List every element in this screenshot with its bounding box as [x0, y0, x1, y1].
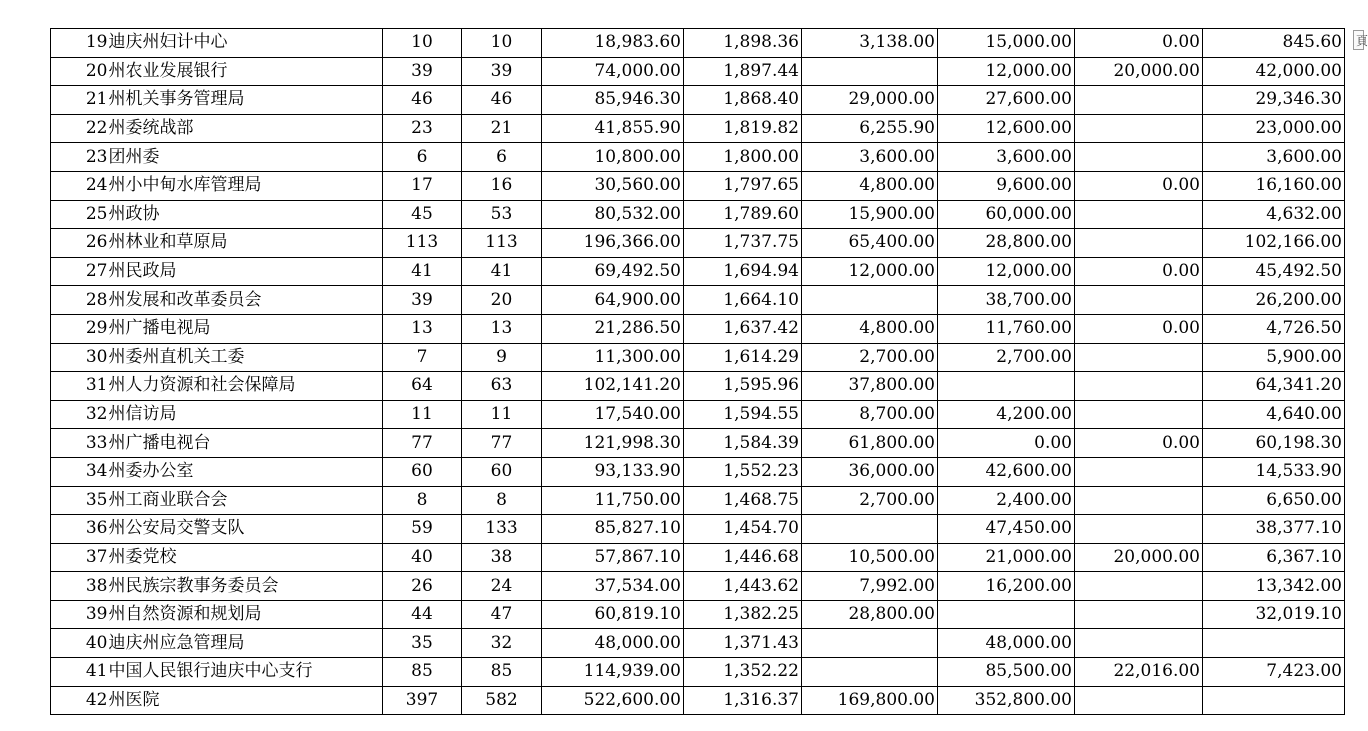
amount-d-cell: 85,500.00	[938, 658, 1075, 687]
amount-total-cell: 11,300.00	[542, 343, 684, 372]
count-a-cell: 113	[383, 229, 462, 258]
count-b-cell: 21	[462, 114, 542, 143]
amount-per-capita-cell: 1,352.22	[684, 658, 802, 687]
count-a-cell: 13	[383, 314, 462, 343]
table-row	[51, 314, 1345, 343]
table-row	[51, 229, 1345, 258]
amount-e-cell	[1075, 229, 1203, 258]
amount-per-capita-cell: 1,584.39	[684, 429, 802, 458]
amount-total-cell: 102,141.20	[542, 372, 684, 401]
amount-e-cell	[1075, 515, 1203, 544]
amount-per-capita-cell: 1,316.37	[684, 686, 802, 715]
amount-d-cell: 12,000.00	[938, 257, 1075, 286]
amount-f-cell: 45,492.50	[1203, 257, 1345, 286]
amount-d-cell: 60,000.00	[938, 200, 1075, 229]
count-a-cell: 17	[383, 171, 462, 200]
unit-name-cell: 州工商业联合会	[109, 486, 383, 515]
amount-c-cell: 8,700.00	[802, 400, 938, 429]
amount-d-cell: 2,700.00	[938, 343, 1075, 372]
count-b-cell: 11	[462, 400, 542, 429]
amount-c-cell	[802, 57, 938, 86]
amount-f-cell	[1203, 629, 1345, 658]
unit-name-cell: 州人力资源和社会保障局	[109, 372, 383, 401]
count-b-cell: 41	[462, 257, 542, 286]
count-b-cell: 6	[462, 143, 542, 172]
row-index-cell: 34	[51, 457, 109, 486]
amount-per-capita-cell: 1,446.68	[684, 543, 802, 572]
unit-name-cell: 州民族宗教事务委员会	[109, 572, 383, 601]
table-row	[51, 171, 1345, 200]
count-b-cell: 8	[462, 486, 542, 515]
amount-d-cell: 42,600.00	[938, 457, 1075, 486]
amount-d-cell: 12,600.00	[938, 114, 1075, 143]
amount-f-cell: 23,000.00	[1203, 114, 1345, 143]
row-index-cell: 25	[51, 200, 109, 229]
amount-e-cell	[1075, 200, 1203, 229]
amount-per-capita-cell: 1,897.44	[684, 57, 802, 86]
count-b-cell: 47	[462, 600, 542, 629]
amount-c-cell: 169,800.00	[802, 686, 938, 715]
unit-name-cell: 州公安局交警支队	[109, 515, 383, 544]
amount-e-cell	[1075, 486, 1203, 515]
amount-c-cell: 36,000.00	[802, 457, 938, 486]
amount-d-cell	[938, 372, 1075, 401]
amount-e-cell: 22,016.00	[1075, 658, 1203, 687]
amount-per-capita-cell: 1,800.00	[684, 143, 802, 172]
page-edge-tab[interactable]: 頁	[1353, 30, 1364, 50]
row-index-cell: 27	[51, 257, 109, 286]
table-row	[51, 515, 1345, 544]
unit-name-cell: 州民政局	[109, 257, 383, 286]
count-b-cell: 24	[462, 572, 542, 601]
amount-f-cell: 4,632.00	[1203, 200, 1345, 229]
amount-c-cell: 28,800.00	[802, 600, 938, 629]
table-row	[51, 658, 1345, 687]
unit-name-cell: 迪庆州妇计中心	[109, 29, 383, 58]
amount-d-cell: 47,450.00	[938, 515, 1075, 544]
count-b-cell: 85	[462, 658, 542, 687]
row-index-cell: 19	[51, 29, 109, 58]
unit-name-cell: 州农业发展银行	[109, 57, 383, 86]
amount-per-capita-cell: 1,868.40	[684, 86, 802, 115]
table-row	[51, 114, 1345, 143]
amount-per-capita-cell: 1,594.55	[684, 400, 802, 429]
amount-per-capita-cell: 1,468.75	[684, 486, 802, 515]
amount-e-cell: 0.00	[1075, 314, 1203, 343]
row-index-cell: 21	[51, 86, 109, 115]
amount-total-cell: 80,532.00	[542, 200, 684, 229]
amount-f-cell: 6,367.10	[1203, 543, 1345, 572]
count-b-cell: 582	[462, 686, 542, 715]
count-a-cell: 59	[383, 515, 462, 544]
unit-name-cell: 州广播电视局	[109, 314, 383, 343]
row-index-cell: 36	[51, 515, 109, 544]
row-index-cell: 37	[51, 543, 109, 572]
amount-c-cell	[802, 286, 938, 315]
table-row	[51, 372, 1345, 401]
amount-per-capita-cell: 1,382.25	[684, 600, 802, 629]
amount-c-cell: 29,000.00	[802, 86, 938, 115]
amount-d-cell: 2,400.00	[938, 486, 1075, 515]
count-a-cell: 23	[383, 114, 462, 143]
amount-total-cell: 18,983.60	[542, 29, 684, 58]
count-a-cell: 40	[383, 543, 462, 572]
amount-c-cell: 15,900.00	[802, 200, 938, 229]
amount-e-cell	[1075, 686, 1203, 715]
amount-e-cell: 0.00	[1075, 429, 1203, 458]
amount-e-cell	[1075, 600, 1203, 629]
unit-name-cell: 州发展和改革委员会	[109, 286, 383, 315]
amount-e-cell: 20,000.00	[1075, 57, 1203, 86]
amount-e-cell	[1075, 372, 1203, 401]
amount-f-cell: 4,640.00	[1203, 400, 1345, 429]
amount-e-cell	[1075, 86, 1203, 115]
table-row	[51, 543, 1345, 572]
row-index-cell: 41	[51, 658, 109, 687]
amount-total-cell: 10,800.00	[542, 143, 684, 172]
amount-f-cell: 14,533.90	[1203, 457, 1345, 486]
table-row	[51, 429, 1345, 458]
amount-e-cell	[1075, 114, 1203, 143]
amount-d-cell: 21,000.00	[938, 543, 1075, 572]
amount-f-cell: 38,377.10	[1203, 515, 1345, 544]
amount-c-cell	[802, 658, 938, 687]
amount-c-cell: 37,800.00	[802, 372, 938, 401]
count-a-cell: 41	[383, 257, 462, 286]
amount-total-cell: 30,560.00	[542, 171, 684, 200]
count-b-cell: 53	[462, 200, 542, 229]
amount-d-cell: 27,600.00	[938, 86, 1075, 115]
table-row	[51, 343, 1345, 372]
count-b-cell: 9	[462, 343, 542, 372]
amount-f-cell: 6,650.00	[1203, 486, 1345, 515]
table-row	[51, 486, 1345, 515]
amount-per-capita-cell: 1,637.42	[684, 314, 802, 343]
table-row	[51, 143, 1345, 172]
unit-name-cell: 州医院	[109, 686, 383, 715]
table-row	[51, 457, 1345, 486]
amount-f-cell	[1203, 686, 1345, 715]
row-index-cell: 42	[51, 686, 109, 715]
row-index-cell: 39	[51, 600, 109, 629]
amount-per-capita-cell: 1,664.10	[684, 286, 802, 315]
amount-c-cell: 4,800.00	[802, 171, 938, 200]
amount-f-cell: 5,900.00	[1203, 343, 1345, 372]
amount-total-cell: 57,867.10	[542, 543, 684, 572]
amount-f-cell: 64,341.20	[1203, 372, 1345, 401]
unit-name-cell: 州机关事务管理局	[109, 86, 383, 115]
amount-per-capita-cell: 1,898.36	[684, 29, 802, 58]
count-b-cell: 113	[462, 229, 542, 258]
amount-d-cell: 48,000.00	[938, 629, 1075, 658]
unit-name-cell: 州委党校	[109, 543, 383, 572]
amount-total-cell: 85,946.30	[542, 86, 684, 115]
amount-c-cell: 61,800.00	[802, 429, 938, 458]
amount-per-capita-cell: 1,454.70	[684, 515, 802, 544]
amount-c-cell: 65,400.00	[802, 229, 938, 258]
unit-name-cell: 州信访局	[109, 400, 383, 429]
amount-d-cell: 352,800.00	[938, 686, 1075, 715]
row-index-cell: 20	[51, 57, 109, 86]
amount-e-cell: 0.00	[1075, 171, 1203, 200]
amount-d-cell: 9,600.00	[938, 171, 1075, 200]
table-row	[51, 572, 1345, 601]
unit-name-cell: 州林业和草原局	[109, 229, 383, 258]
row-index-cell: 23	[51, 143, 109, 172]
amount-per-capita-cell: 1,819.82	[684, 114, 802, 143]
count-a-cell: 6	[383, 143, 462, 172]
amount-f-cell: 3,600.00	[1203, 143, 1345, 172]
unit-name-cell: 州广播电视台	[109, 429, 383, 458]
count-a-cell: 45	[383, 200, 462, 229]
amount-f-cell: 4,726.50	[1203, 314, 1345, 343]
amount-e-cell	[1075, 400, 1203, 429]
count-a-cell: 46	[383, 86, 462, 115]
amount-c-cell: 7,992.00	[802, 572, 938, 601]
row-index-cell: 24	[51, 171, 109, 200]
row-index-cell: 26	[51, 229, 109, 258]
data-table	[50, 28, 1345, 715]
amount-e-cell	[1075, 343, 1203, 372]
amount-total-cell: 11,750.00	[542, 486, 684, 515]
row-index-cell: 28	[51, 286, 109, 315]
amount-d-cell: 11,760.00	[938, 314, 1075, 343]
row-index-cell: 30	[51, 343, 109, 372]
amount-total-cell: 114,939.00	[542, 658, 684, 687]
amount-per-capita-cell: 1,797.65	[684, 171, 802, 200]
count-a-cell: 8	[383, 486, 462, 515]
amount-d-cell: 12,000.00	[938, 57, 1075, 86]
amount-per-capita-cell: 1,789.60	[684, 200, 802, 229]
table-row	[51, 29, 1345, 58]
count-a-cell: 77	[383, 429, 462, 458]
amount-e-cell: 0.00	[1075, 257, 1203, 286]
count-a-cell: 39	[383, 286, 462, 315]
amount-c-cell: 12,000.00	[802, 257, 938, 286]
amount-per-capita-cell: 1,694.94	[684, 257, 802, 286]
unit-name-cell: 州委统战部	[109, 114, 383, 143]
amount-d-cell	[938, 600, 1075, 629]
amount-per-capita-cell: 1,443.62	[684, 572, 802, 601]
count-a-cell: 60	[383, 457, 462, 486]
count-a-cell: 64	[383, 372, 462, 401]
amount-total-cell: 64,900.00	[542, 286, 684, 315]
amount-c-cell	[802, 629, 938, 658]
table-row	[51, 86, 1345, 115]
count-a-cell: 11	[383, 400, 462, 429]
amount-f-cell: 29,346.30	[1203, 86, 1345, 115]
unit-name-cell: 州委办公室	[109, 457, 383, 486]
unit-name-cell: 州自然资源和规划局	[109, 600, 383, 629]
amount-per-capita-cell: 1,595.96	[684, 372, 802, 401]
table-body	[51, 29, 1345, 715]
amount-c-cell	[802, 515, 938, 544]
amount-d-cell: 28,800.00	[938, 229, 1075, 258]
count-a-cell: 7	[383, 343, 462, 372]
count-b-cell: 63	[462, 372, 542, 401]
table-row	[51, 286, 1345, 315]
count-b-cell: 77	[462, 429, 542, 458]
count-b-cell: 38	[462, 543, 542, 572]
row-index-cell: 32	[51, 400, 109, 429]
unit-name-cell: 团州委	[109, 143, 383, 172]
row-index-cell: 38	[51, 572, 109, 601]
amount-e-cell	[1075, 629, 1203, 658]
row-index-cell: 35	[51, 486, 109, 515]
unit-name-cell: 州委州直机关工委	[109, 343, 383, 372]
amount-c-cell: 2,700.00	[802, 343, 938, 372]
amount-f-cell: 60,198.30	[1203, 429, 1345, 458]
count-a-cell: 39	[383, 57, 462, 86]
row-index-cell: 40	[51, 629, 109, 658]
amount-e-cell	[1075, 143, 1203, 172]
amount-e-cell	[1075, 457, 1203, 486]
amount-c-cell: 3,138.00	[802, 29, 938, 58]
count-b-cell: 10	[462, 29, 542, 58]
unit-name-cell: 州小中甸水库管理局	[109, 171, 383, 200]
count-b-cell: 39	[462, 57, 542, 86]
count-a-cell: 397	[383, 686, 462, 715]
amount-total-cell: 17,540.00	[542, 400, 684, 429]
amount-f-cell: 32,019.10	[1203, 600, 1345, 629]
amount-total-cell: 196,366.00	[542, 229, 684, 258]
amount-total-cell: 48,000.00	[542, 629, 684, 658]
count-a-cell: 85	[383, 658, 462, 687]
row-index-cell: 31	[51, 372, 109, 401]
count-a-cell: 26	[383, 572, 462, 601]
count-b-cell: 46	[462, 86, 542, 115]
table-row	[51, 257, 1345, 286]
amount-total-cell: 21,286.50	[542, 314, 684, 343]
amount-f-cell: 16,160.00	[1203, 171, 1345, 200]
count-b-cell: 60	[462, 457, 542, 486]
row-index-cell: 22	[51, 114, 109, 143]
count-a-cell: 35	[383, 629, 462, 658]
amount-f-cell: 42,000.00	[1203, 57, 1345, 86]
amount-d-cell: 38,700.00	[938, 286, 1075, 315]
count-b-cell: 13	[462, 314, 542, 343]
table-row	[51, 600, 1345, 629]
table-row	[51, 400, 1345, 429]
unit-name-cell: 中国人民银行迪庆中心支行	[109, 658, 383, 687]
amount-e-cell	[1075, 286, 1203, 315]
amount-d-cell: 0.00	[938, 429, 1075, 458]
amount-per-capita-cell: 1,371.43	[684, 629, 802, 658]
amount-total-cell: 60,819.10	[542, 600, 684, 629]
count-a-cell: 10	[383, 29, 462, 58]
row-index-cell: 33	[51, 429, 109, 458]
amount-c-cell: 4,800.00	[802, 314, 938, 343]
amount-total-cell: 85,827.10	[542, 515, 684, 544]
table-row	[51, 629, 1345, 658]
amount-total-cell: 69,492.50	[542, 257, 684, 286]
amount-c-cell: 6,255.90	[802, 114, 938, 143]
unit-name-cell: 州政协	[109, 200, 383, 229]
amount-d-cell: 16,200.00	[938, 572, 1075, 601]
row-index-cell: 29	[51, 314, 109, 343]
count-b-cell: 16	[462, 171, 542, 200]
amount-per-capita-cell: 1,737.75	[684, 229, 802, 258]
count-b-cell: 133	[462, 515, 542, 544]
count-b-cell: 32	[462, 629, 542, 658]
amount-f-cell: 102,166.00	[1203, 229, 1345, 258]
amount-total-cell: 93,133.90	[542, 457, 684, 486]
amount-c-cell: 3,600.00	[802, 143, 938, 172]
amount-d-cell: 3,600.00	[938, 143, 1075, 172]
count-a-cell: 44	[383, 600, 462, 629]
amount-e-cell: 0.00	[1075, 29, 1203, 58]
amount-c-cell: 10,500.00	[802, 543, 938, 572]
amount-d-cell: 15,000.00	[938, 29, 1075, 58]
table-row	[51, 57, 1345, 86]
amount-total-cell: 41,855.90	[542, 114, 684, 143]
unit-name-cell: 迪庆州应急管理局	[109, 629, 383, 658]
amount-f-cell: 13,342.00	[1203, 572, 1345, 601]
amount-f-cell: 7,423.00	[1203, 658, 1345, 687]
amount-f-cell: 845.60	[1203, 29, 1345, 58]
amount-total-cell: 121,998.30	[542, 429, 684, 458]
amount-e-cell: 20,000.00	[1075, 543, 1203, 572]
table-row	[51, 200, 1345, 229]
table-row	[51, 686, 1345, 715]
amount-total-cell: 74,000.00	[542, 57, 684, 86]
amount-d-cell: 4,200.00	[938, 400, 1075, 429]
amount-e-cell	[1075, 572, 1203, 601]
count-b-cell: 20	[462, 286, 542, 315]
amount-per-capita-cell: 1,614.29	[684, 343, 802, 372]
amount-per-capita-cell: 1,552.23	[684, 457, 802, 486]
amount-total-cell: 37,534.00	[542, 572, 684, 601]
amount-c-cell: 2,700.00	[802, 486, 938, 515]
amount-total-cell: 522,600.00	[542, 686, 684, 715]
amount-f-cell: 26,200.00	[1203, 286, 1345, 315]
